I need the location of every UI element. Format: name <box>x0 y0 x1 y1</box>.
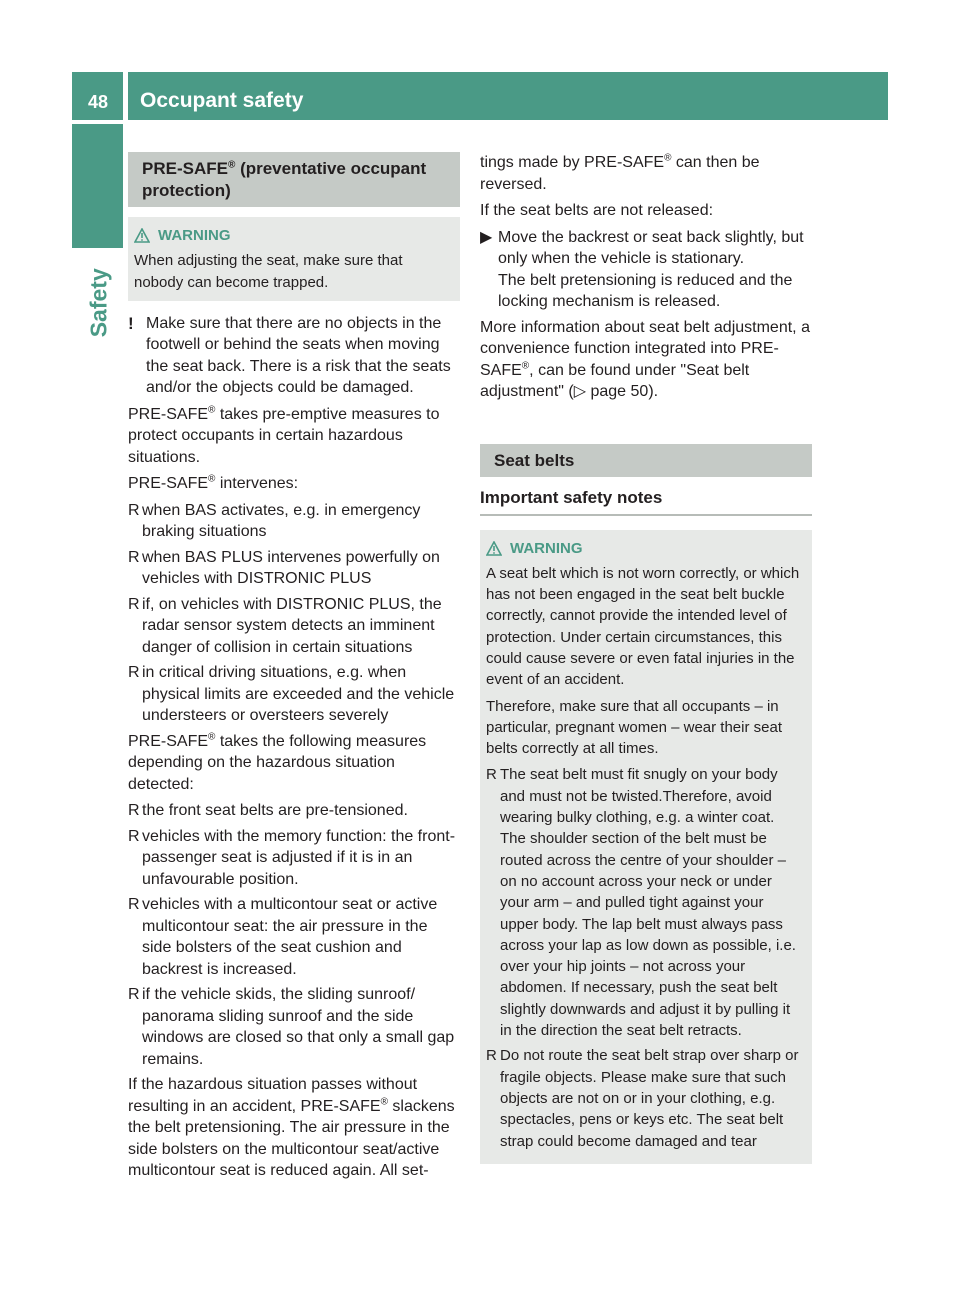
side-marker <box>72 124 123 248</box>
warning-triangle-icon <box>486 541 502 556</box>
subheading: Important safety notes <box>480 487 812 516</box>
warning-title: WARNING <box>158 227 231 244</box>
instruction-step: ▶ Move the backrest or seat back slightly, but only when the vehicle is stationary. The belt pretensioning is reduced and the locking mechanism is released. <box>480 227 812 313</box>
section-heading-presafe: PRE-SAFE® (preventative occupant protection) <box>128 152 460 207</box>
exclamation-icon: ! <box>128 313 134 333</box>
list-item: R the front seat belts are pre-tensioned. <box>128 800 460 822</box>
section-heading-seat-belts: Seat belts <box>480 444 812 478</box>
bullet-mark: R <box>486 766 497 784</box>
warning-text: When adjusting the seat, make sure that nobody can become trapped. <box>134 252 403 291</box>
list-item: R if the vehicle skids, the sliding sunroof/ panorama sliding sunroof and the side windows are closed so that only a small gap remains. <box>128 984 460 1070</box>
paragraph: PRE-SAFE® intervenes: <box>128 474 299 493</box>
bullet-mark: R <box>128 896 140 914</box>
paragraph: More information about seat belt adjustment, a convenience function integrated into PRE-SAFE®, can be found under "Seat belt adjustment" (▷ page 50). <box>480 318 810 400</box>
paragraph: PRE-SAFE® takes pre-emptive measures to protect occupants in certain hazardous situations. <box>128 404 440 466</box>
paragraph: PRE-SAFE® takes the following measures depending on the hazardous situation detected: <box>128 731 427 793</box>
bullet-mark: R <box>128 501 140 519</box>
page-number-tab <box>72 72 123 120</box>
warning-text: A seat belt which is not worn correctly, or which has not been engaged in the seat belt buckle correctly, cannot provide the intended level of protection. Under certain circumstances, this could cause severe or even fatal injuries in the event of an accident. <box>486 564 800 689</box>
list-item: R The seat belt must fit snugly on your body and must not be twisted.Therefore, avoid wearing bulky clothing, e.g. a winter coat. The shoulder section of the belt must be routed across the centre of your shoulder – on no account across your neck or under your arm – and pulled tight against your upper body. The lap belt must always pass across your lap as low down as possible, i.e. over your hip joints – not across your abdomen. If necessary, push the seat belt slightly downwards and adjust it by pulling it in the direction the seat belt retracts. <box>486 764 802 1041</box>
list-item: R Do not route the seat belt strap over sharp or fragile objects. Please make sure that such objects are not on or in your clothing, e.g. spectacles, pens or keys etc. The seat belt strap could become damaged and tear <box>486 1045 802 1151</box>
side-label: Safety <box>85 268 112 338</box>
bullet-mark: R <box>486 1047 497 1065</box>
warning-triangle-icon <box>134 228 150 243</box>
page-title: Occupant safety <box>140 89 304 112</box>
page-ref-icon: ▷ <box>573 383 587 400</box>
list-item: R when BAS activates, e.g. in emergency braking situations <box>128 500 460 543</box>
damage-note <box>128 313 460 399</box>
bullet-mark: R <box>128 664 140 682</box>
header-bar <box>128 72 888 120</box>
step-result: The belt pretensioning is reduced and the locking mechanism is released. <box>498 271 793 310</box>
paragraph: If the seat belts are not released: <box>480 202 714 219</box>
page-number: 48 <box>88 92 109 112</box>
warning-title: WARNING <box>510 539 583 557</box>
paragraph: tings made by PRE-SAFE® can then be reversed. <box>480 152 760 193</box>
bullet-mark: R <box>128 986 140 1004</box>
warning-box <box>480 530 812 1164</box>
side-label-box <box>84 248 114 368</box>
list-item: R if, on vehicles with DISTRONIC PLUS, the radar sensor system detects an imminent danger of collision in certain situations <box>128 594 460 659</box>
warning-text: Therefore, make sure that all occupants – in particular, pregnant women – wear their seat belts correctly at all times. <box>486 697 782 758</box>
note-text: Make sure that there are no objects in the footwell or behind the seats when moving the seat back. There is a risk that the seats and/or the objects could be damaged. <box>146 314 451 397</box>
bullet-mark: R <box>128 595 140 613</box>
bullet-mark: R <box>128 802 140 820</box>
right-column <box>480 152 812 1176</box>
step-arrow-icon: ▶ <box>480 228 493 246</box>
bullet-mark: R <box>128 827 140 845</box>
warning-box <box>128 217 460 301</box>
list-item: R when BAS PLUS intervenes powerfully on vehicles with DISTRONIC PLUS <box>128 547 460 590</box>
left-column <box>128 152 460 1187</box>
paragraph: If the hazardous situation passes without resulting in an accident, PRE-SAFE® slackens the belt pretensioning. The air pressure in the side bolsters on the multicontour seat/active multicontour seat is reduced again. All set- <box>128 1076 455 1180</box>
list-item: R vehicles with a multicontour seat or active multicontour seat: the air pressure in the side bolsters of the seat cushion and backrest is increased. <box>128 894 460 980</box>
bullet-mark: R <box>128 548 140 566</box>
list-item: R vehicles with the memory function: the front-passenger seat is adjusted if it is in an unfavourable position. <box>128 826 460 891</box>
list-item: R in critical driving situations, e.g. when physical limits are exceeded and the vehicle understeers or oversteers severely <box>128 662 460 727</box>
